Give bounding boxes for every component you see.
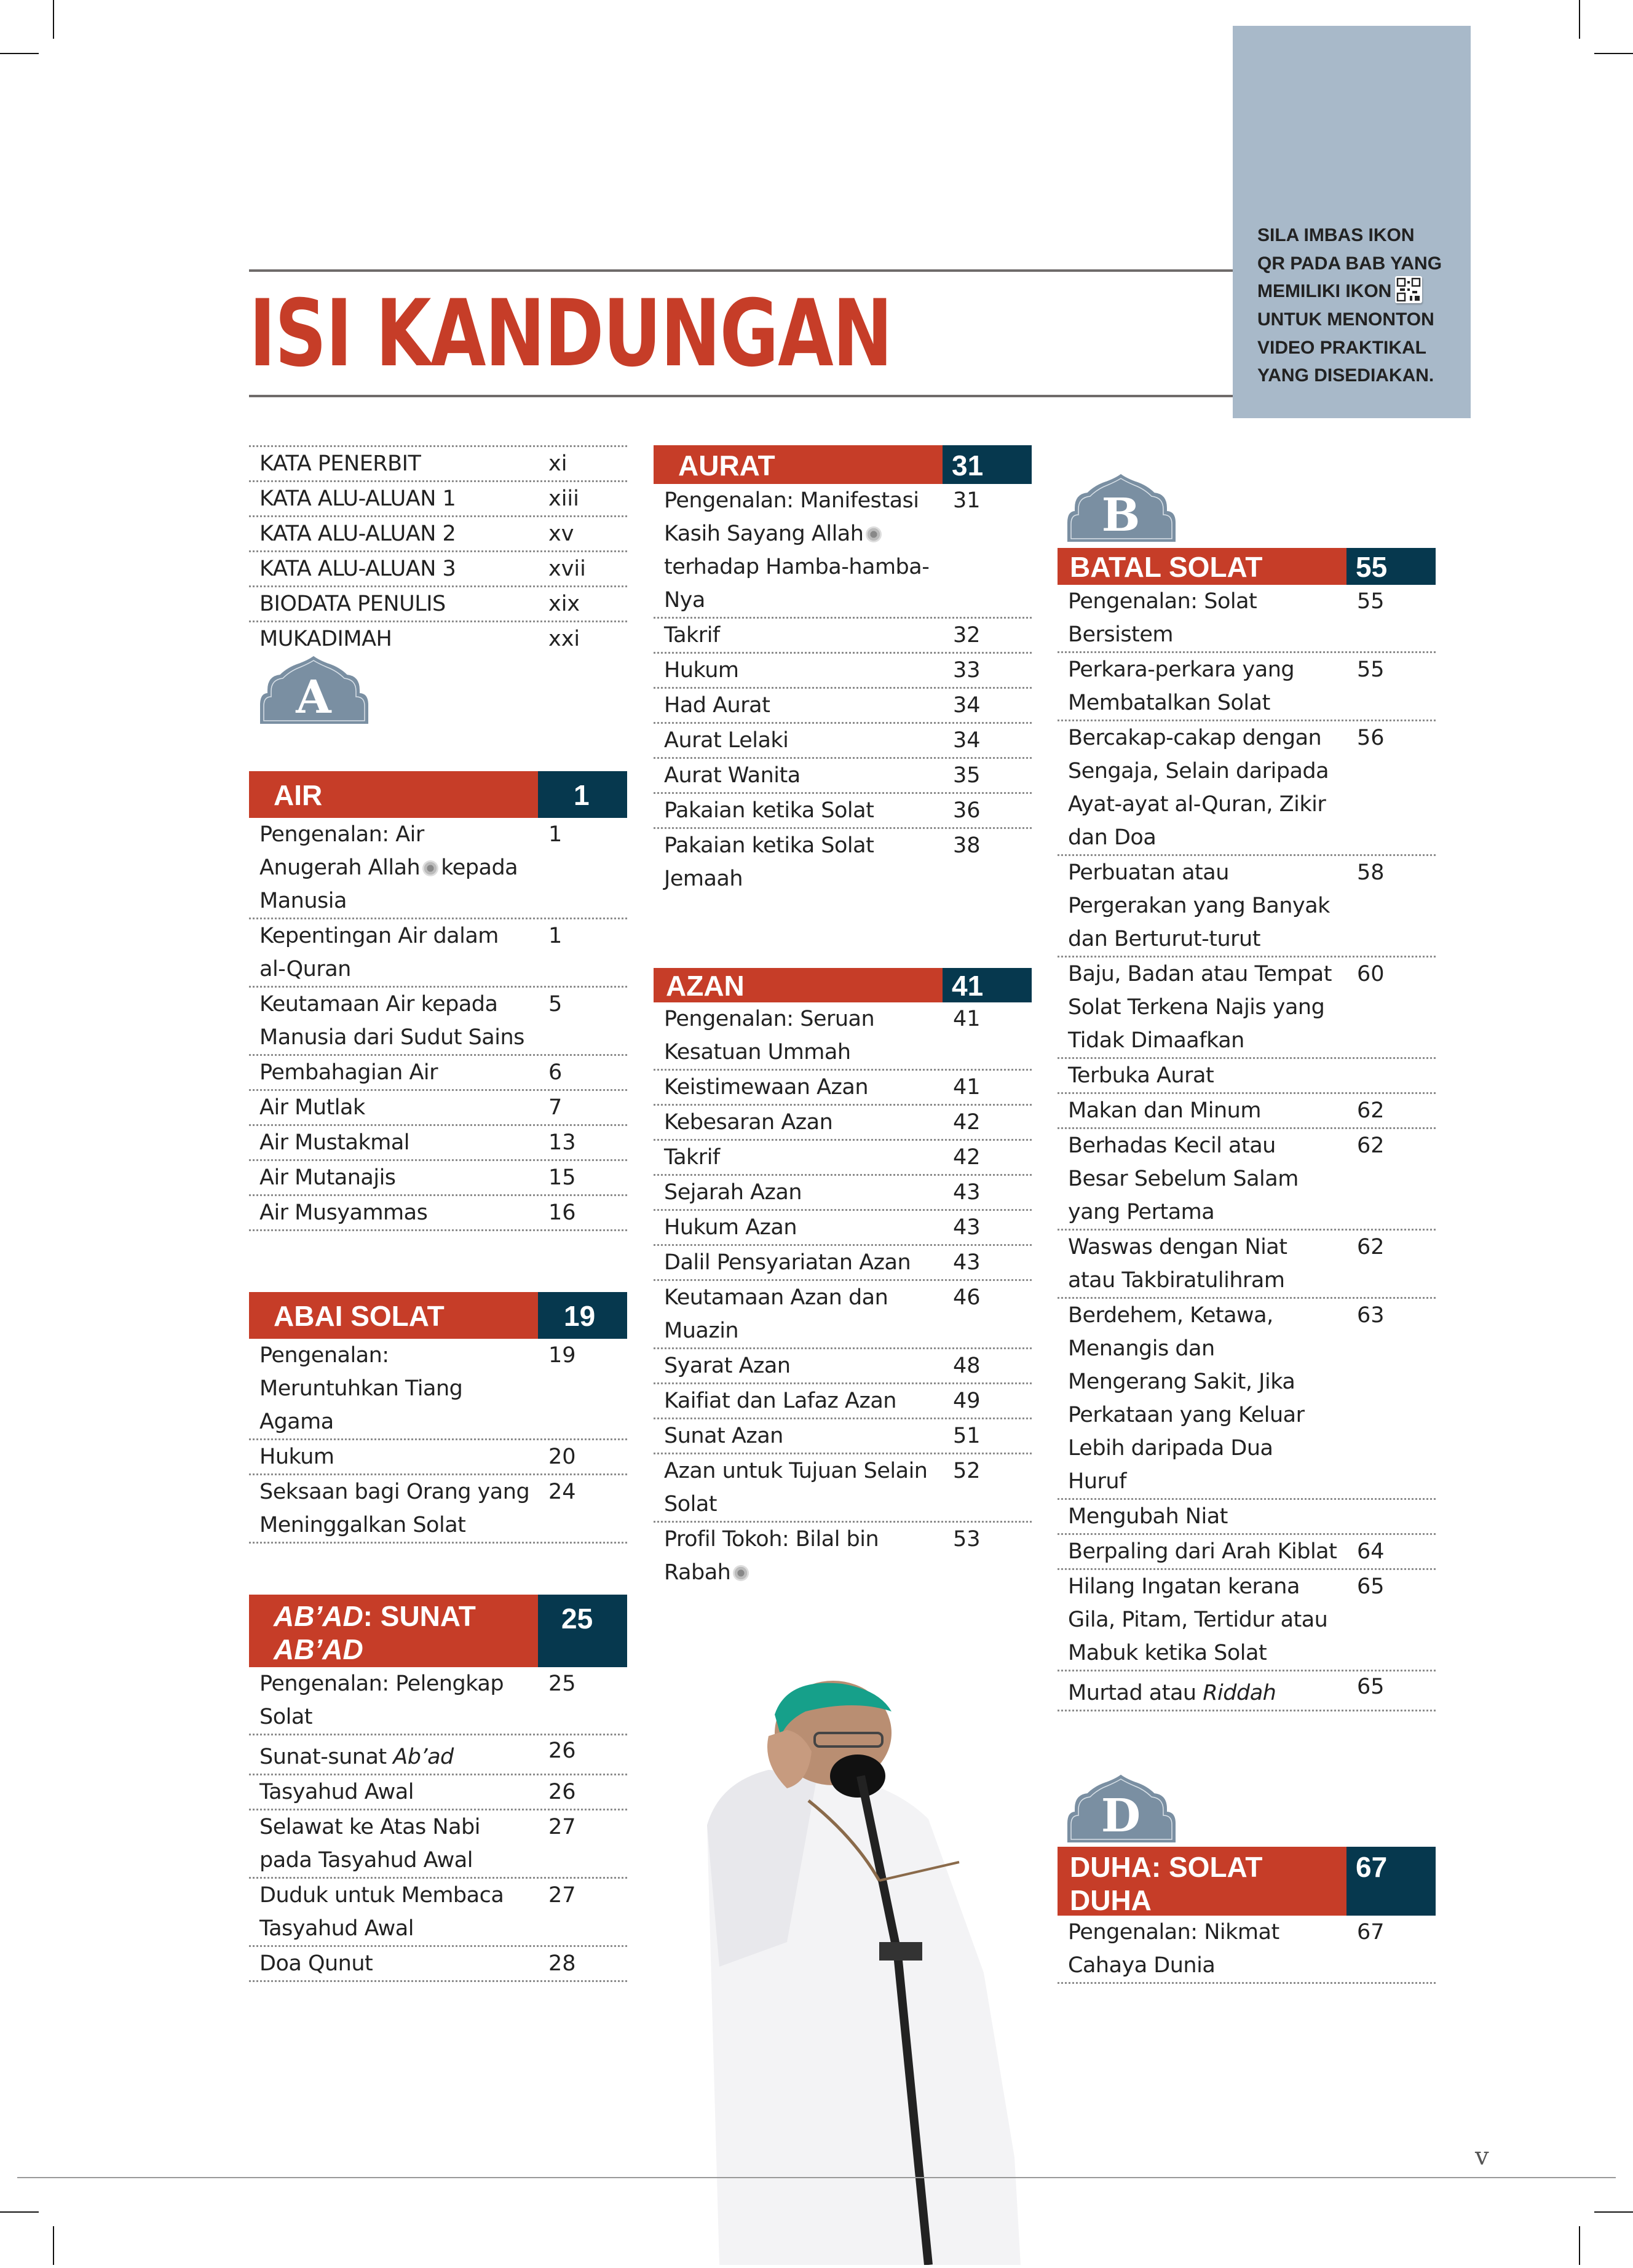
toc-entry[interactable]: Tasyahud Awal 26 [249, 1775, 627, 1810]
chapter-batal-solat [1058, 548, 1436, 1711]
svg-text:B: B [1101, 489, 1141, 542]
toc-entry[interactable]: Makan dan Minum 62 [1058, 1094, 1436, 1129]
toc-entry[interactable]: Takrif 42 [654, 1141, 1032, 1176]
toc-entry[interactable]: Hilang Ingatan kerana Gila, Pitam, Tertidur atau Mabuk ketika Solat 65 [1058, 1570, 1436, 1671]
chapter-duha [1058, 1847, 1436, 1984]
toc-entry[interactable]: Perbuatan atau Pergerakan yang Banyak dan Berturut-turut 58 [1058, 856, 1436, 958]
toc-entry[interactable]: Dalil Pensyariatan Azan 43 [654, 1246, 1032, 1281]
toc-entry[interactable]: Hukum 20 [249, 1440, 627, 1475]
toc-entry[interactable]: Hukum 33 [654, 654, 1032, 689]
toc-entry[interactable]: Sunat-sunat Ab’ad 26 [249, 1735, 627, 1775]
crop-mark [1579, 2226, 1580, 2265]
toc-entry[interactable]: Bercakap-cakap dengan Sengaja, Selain daripada Ayat-ayat al-Quran, Zikir dan Doa 56 [1058, 721, 1436, 856]
toc-entry[interactable]: Keutamaan Azan dan Muazin 46 [654, 1281, 1032, 1349]
letter-badge-d [1067, 1774, 1177, 1843]
toc-entry[interactable]: Berdehem, Ketawa, Menangis dan Mengerang Sakit, Jika Perkataan yang Keluar Lebih daripada Dua Huruf 63 [1058, 1299, 1436, 1500]
toc-entry[interactable]: Pengenalan: Manifestasi Kasih Sayang Allah terhadap Hamba-hamba- Nya 31 [654, 484, 1032, 619]
toc-entry[interactable]: Terbuka Aurat [1058, 1059, 1436, 1094]
letter-badge-b [1067, 474, 1177, 542]
toc-entry[interactable]: MUKADIMAH xxi [259, 627, 580, 651]
chapter-header[interactable]: AZAN 41 [654, 968, 1032, 1002]
chapter-header[interactable]: AURAT 31 [654, 445, 1032, 484]
toc-entry[interactable]: Azan untuk Tujuan Selain Solat 52 [654, 1454, 1032, 1523]
svg-text:A: A [296, 671, 331, 724]
toc-entry[interactable]: KATA ALU-ALUAN 1 xiii [249, 482, 627, 517]
toc-entry[interactable]: Pembahagian Air 6 [249, 1056, 627, 1091]
toc-entry[interactable]: Waswas dengan Niat atau Takbiratulihram 62 [1058, 1231, 1436, 1299]
toc-entry[interactable]: Murtad atau Riddah 65 [1058, 1671, 1436, 1711]
front-matter-list [249, 445, 627, 656]
toc-entry[interactable]: Pengenalan: Pelengkap Solat 25 [249, 1667, 627, 1735]
dome-icon [1067, 1774, 1177, 1843]
toc-entry[interactable]: Air Mutanajis 15 [249, 1161, 627, 1196]
footer-rule [17, 2177, 1616, 2178]
toc-entry[interactable]: Aurat Wanita 35 [654, 759, 1032, 794]
toc-entry[interactable]: Air Mutlak 7 [249, 1091, 627, 1126]
honorific-glyph-icon [733, 1565, 749, 1581]
toc-entry[interactable]: Keutamaan Air kepada Manusia dari Sudut Sains 5 [249, 988, 627, 1056]
toc-entry[interactable]: Duduk untuk Membaca Tasyahud Awal 27 [249, 1879, 627, 1947]
crop-mark [1579, 0, 1580, 39]
crop-mark [1594, 53, 1633, 54]
chapter-header[interactable]: AB’AD: SUNAT AB’AD 25 [249, 1595, 627, 1667]
chapter-abai-solat [249, 1292, 627, 1544]
toc-entry[interactable]: Aurat Lelaki 34 [654, 724, 1032, 759]
toc-entry[interactable]: Takrif 32 [654, 619, 1032, 654]
toc-entry[interactable]: Pakaian ketika Solat Jemaah 38 [664, 833, 981, 891]
toc-entry[interactable]: Kepentingan Air dalam al-Quran 1 [249, 919, 627, 988]
toc-entry[interactable]: Perkara-perkara yang Membatalkan Solat 55 [1058, 653, 1436, 721]
honorific-glyph-icon [866, 526, 882, 542]
toc-entry[interactable]: Berpaling dari Arah Kiblat 64 [1058, 1535, 1436, 1570]
page-title: ISI KANDUNGAN [249, 280, 892, 387]
qr-code-icon [1395, 276, 1422, 303]
chapter-header[interactable]: ABAI SOLAT 19 [249, 1292, 627, 1339]
letter-badge-a [259, 656, 370, 724]
chapter-header[interactable]: BATAL SOLAT 55 [1058, 548, 1436, 585]
toc-entry[interactable]: Pengenalan: Solat Bersistem 55 [1058, 585, 1436, 653]
page-number: v [1475, 2143, 1489, 2171]
honorific-glyph-icon [422, 860, 438, 876]
toc-entry[interactable]: Berhadas Kecil atau Besar Sebelum Salam yang Pertama 62 [1058, 1129, 1436, 1231]
toc-entry[interactable]: KATA ALU-ALUAN 2 xv [249, 517, 627, 552]
toc-entry[interactable]: Doa Qunut 28 [249, 1947, 627, 1982]
toc-entry[interactable]: Mengubah Niat [1058, 1500, 1436, 1535]
chapter-abad [249, 1595, 627, 1982]
toc-entry[interactable]: Pakaian ketika Solat 36 [654, 794, 1032, 829]
toc-entry[interactable]: Air Mustakmal 13 [249, 1126, 627, 1161]
toc-entry[interactable]: KATA ALU-ALUAN 3 xvii [249, 552, 627, 587]
qr-note-text: SILA IMBAS IKON QR PADA BAB YANG MEMILIKI IKON UNTUK MENONTON VIDEO PRAKTIKAL YANG DISEDIAKAN. [1257, 225, 1442, 386]
svg-text:D: D [1101, 1790, 1141, 1842]
toc-entry[interactable]: Baju, Badan atau Tempat Solat Terkena Najis yang Tidak Dimaafkan 60 [1058, 958, 1436, 1059]
toc-entry[interactable]: Kaifiat dan Lafaz Azan 49 [654, 1384, 1032, 1419]
toc-entry[interactable]: Air Musyammas 16 [249, 1196, 627, 1231]
crop-mark [1594, 2211, 1633, 2213]
toc-entry[interactable]: Had Aurat 34 [654, 689, 1032, 724]
crop-mark [53, 2226, 54, 2265]
chapter-header[interactable]: DUHA: SOLAT DUHA 67 [1058, 1847, 1436, 1916]
crop-mark [0, 53, 39, 54]
chapter-aurat [654, 445, 1032, 895]
chapter-air [249, 771, 627, 1231]
toc-entry[interactable]: Seksaan bagi Orang yang Meninggalkan Solat 24 [249, 1475, 627, 1544]
title-rule-bottom [249, 395, 1233, 397]
toc-entry[interactable]: Pengenalan: Meruntuhkan Tiang Agama 19 [249, 1339, 627, 1440]
crop-mark [0, 2211, 39, 2213]
chapter-header[interactable]: AIR 1 [249, 771, 627, 818]
toc-entry[interactable]: Pengenalan: Air Anugerah Allah kepada Manusia 1 [249, 818, 627, 919]
toc-entry[interactable]: BIODATA PENULIS xix [249, 587, 627, 622]
chapter-azan [654, 968, 1032, 1589]
toc-entry[interactable]: Hukum Azan 43 [654, 1211, 1032, 1246]
toc-entry[interactable]: Selawat ke Atas Nabi pada Tasyahud Awal 27 [249, 1810, 627, 1879]
toc-entry[interactable]: KATA PENERBIT xi [249, 445, 627, 482]
toc-entry[interactable]: Keistimewaan Azan 41 [654, 1071, 1032, 1106]
toc-entry[interactable]: Kebesaran Azan 42 [654, 1106, 1032, 1141]
toc-entry[interactable]: Sunat Azan 51 [654, 1419, 1032, 1454]
toc-column-1 [249, 445, 627, 656]
dome-icon [1067, 474, 1177, 542]
toc-entry[interactable]: Profil Tokoh: Bilal bin Rabah 53 [664, 1527, 981, 1585]
title-rule-top [249, 269, 1233, 272]
toc-entry[interactable]: Syarat Azan 48 [654, 1349, 1032, 1384]
crop-mark [53, 0, 54, 39]
toc-entry[interactable]: Sejarah Azan 43 [654, 1176, 1032, 1211]
toc-entry[interactable]: Pengenalan: Seruan Kesatuan Ummah 41 [654, 1002, 1032, 1071]
qr-note-box [1233, 26, 1471, 418]
toc-entry[interactable]: Pengenalan: Nikmat Cahaya Dunia 67 [1058, 1916, 1436, 1984]
dome-icon [259, 656, 370, 724]
